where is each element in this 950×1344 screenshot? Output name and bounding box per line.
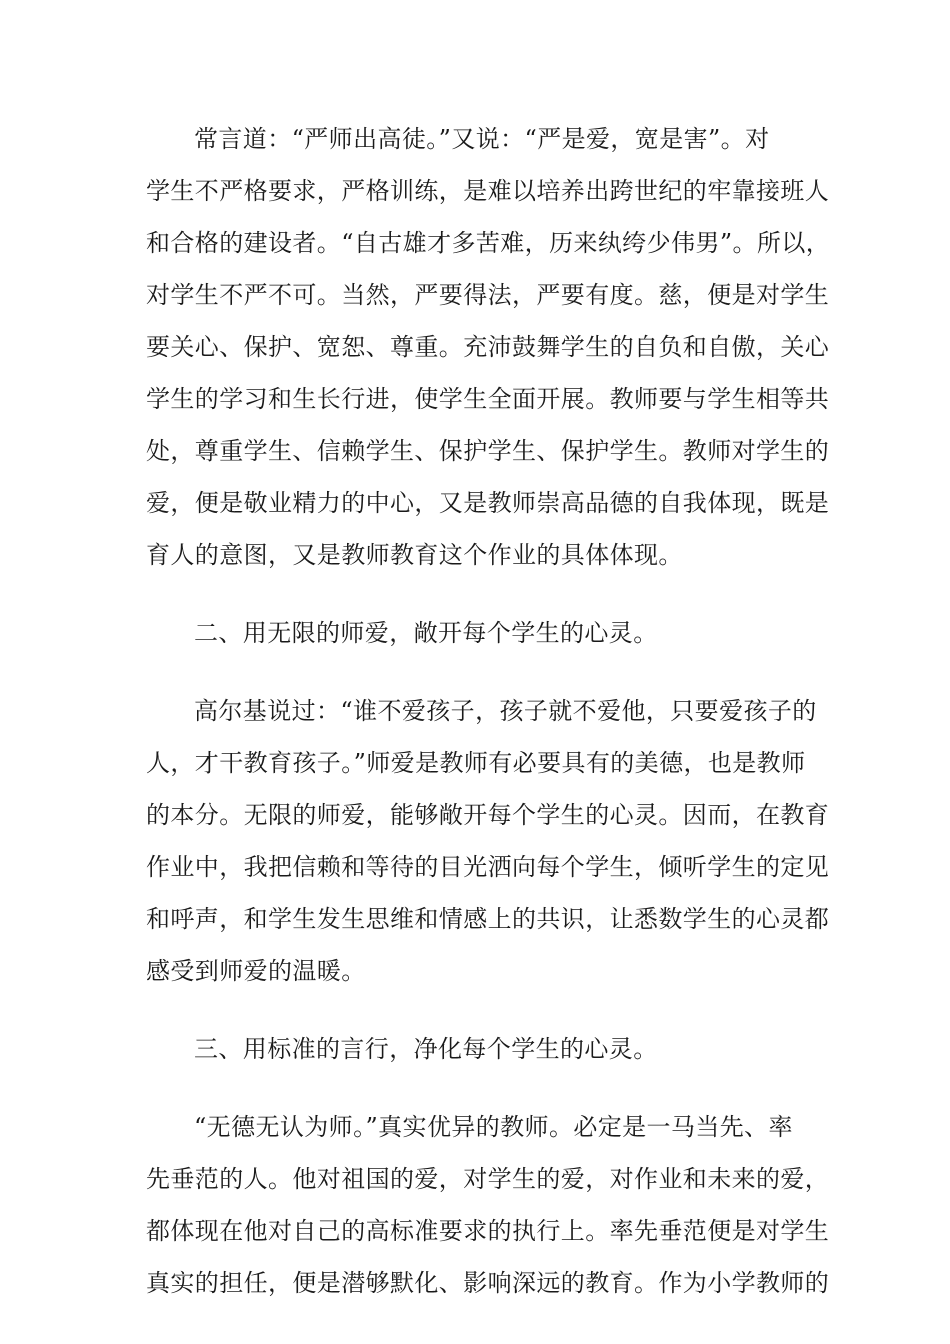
paragraph-line: 高尔基说过：“谁不爱孩子，孩子就不爱他，只要爱孩子的 [194,697,817,725]
document-body [146,113,831,1309]
paragraph-line: 学生的学习和生长行进，使学生全面开展。教师要与学生相等共 [146,385,830,413]
paragraph-line: 真实的担任，便是潜够默化、影响深远的教育。作为小学教师的 [146,1269,830,1297]
paragraph-line: 先垂范的人。他对祖国的爱，对学生的爱，对作业和未来的爱， [146,1165,830,1193]
paragraph-spacer [146,997,806,1023]
paragraph-line: 感受到师爱的温暖。 [146,957,366,985]
paragraph-line: 作业中，我把信赖和等待的目光洒向每个学生，倾听学生的定见 [146,853,830,881]
section-heading-line: 二、用无限的师爱，敞开每个学生的心灵。 [194,619,658,647]
paragraph-spacer [146,581,806,607]
paragraph-spacer [146,659,806,685]
paragraph-line: “无德无认为师。”真实优异的教师。必定是一马当先、率 [194,1113,793,1141]
paragraph-line: 学生不严格要求，严格训练，是难以培养出跨世纪的牢靠接班人 [146,177,830,205]
paragraph-line: 处，尊重学生、信赖学生、保护学生、保护学生。教师对学生的 [146,437,830,465]
paragraph-line: 和合格的建设者。“自古雄才多苦难，历来纨绔少伟男”。所以， [146,229,831,257]
paragraph-line: 对学生不严不可。当然，严要得法，严要有度。慈，便是对学生 [146,281,830,309]
paragraph-line: 常言道：“严师出高徒。”又说：“严是爱，宽是害”。对 [194,125,770,153]
paragraph-line: 要关心、保护、宽恕、尊重。充沛鼓舞学生的自负和自傲，关心 [146,333,830,361]
section-heading-line: 三、用标准的言行，净化每个学生的心灵。 [194,1035,658,1063]
section-heading-three [146,1023,806,1075]
paragraph-line: 育人的意图，又是教师教育这个作业的具体体现。 [146,541,683,569]
paragraph-strict-and-kind [146,113,831,581]
paragraph-gorky-quote [146,685,830,997]
paragraph-line: 的本分。无限的师爱，能够敞开每个学生的心灵。因而，在教育 [146,801,830,829]
paragraph-line: 都体现在他对自己的高标准要求的执行上。率先垂范便是对学生 [146,1217,830,1245]
paragraph-line: 和呼声，和学生发生思维和情感上的共识，让悉数学生的心灵都 [146,905,830,933]
section-heading-two [146,607,806,659]
paragraph-spacer [146,1075,806,1101]
paragraph-virtue-example [146,1101,830,1309]
paragraph-line: 人，才干教育孩子。”师爱是教师有必要具有的美德，也是教师 [146,749,806,777]
paragraph-line: 爱，便是敬业精力的中心，又是教师崇高品德的自我体现，既是 [146,489,830,517]
